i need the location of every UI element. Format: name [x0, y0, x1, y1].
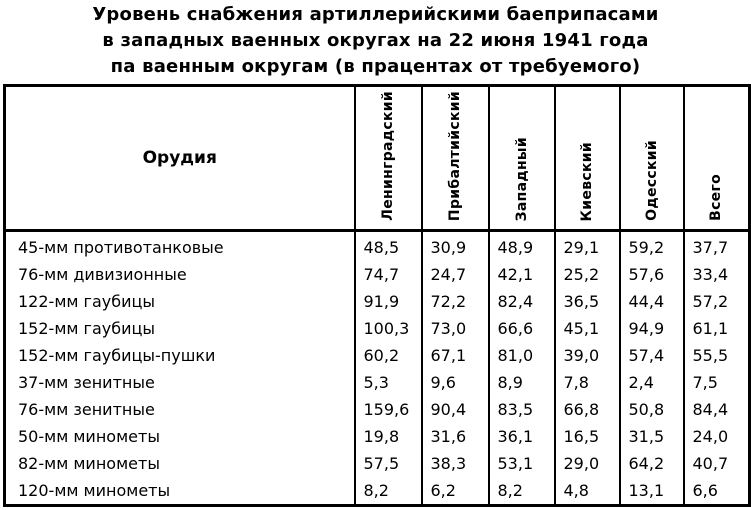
district-header-kievsky	[555, 86, 620, 231]
value-cell: 84,4	[684, 396, 750, 423]
value-cell: 73,0	[422, 315, 489, 342]
value-cell: 50,8	[620, 396, 684, 423]
value-cell: 91,9	[355, 288, 422, 315]
value-cell: 6,6	[684, 477, 750, 506]
district-header-pribaltiysky-label: Прибалтийский	[447, 90, 463, 221]
value-cell: 60,2	[355, 342, 422, 369]
guns-column-header	[5, 86, 355, 231]
value-cell: 72,2	[422, 288, 489, 315]
value-cell: 5,3	[355, 369, 422, 396]
title-line-1: Уровень снабжения артиллерийскими баеприпасами	[92, 4, 659, 25]
value-cell: 8,2	[355, 477, 422, 506]
value-cell: 61,1	[684, 315, 750, 342]
value-cell: 59,2	[620, 231, 684, 262]
value-cell: 25,2	[555, 261, 620, 288]
value-cell: 48,5	[355, 231, 422, 262]
gun-label: 82-мм минометы	[5, 450, 355, 477]
table-row	[5, 342, 750, 369]
value-cell: 7,8	[555, 369, 620, 396]
ammo-supply-table	[3, 84, 751, 507]
value-cell: 83,5	[489, 396, 555, 423]
value-cell: 30,9	[422, 231, 489, 262]
table-row	[5, 231, 750, 262]
gun-label: 76-мм дивизионные	[5, 261, 355, 288]
value-cell: 19,8	[355, 423, 422, 450]
gun-label: 50-мм минометы	[5, 423, 355, 450]
district-header-odessky-label: Одесский	[643, 140, 660, 221]
table-row	[5, 423, 750, 450]
gun-label: 120-мм минометы	[5, 477, 355, 506]
value-cell: 16,5	[555, 423, 620, 450]
district-header-pribaltiysky	[422, 86, 489, 231]
table-title	[0, 2, 751, 80]
value-cell: 6,2	[422, 477, 489, 506]
value-cell: 55,5	[684, 342, 750, 369]
table-row	[5, 315, 750, 342]
value-cell: 53,1	[489, 450, 555, 477]
value-cell: 9,6	[422, 369, 489, 396]
value-cell: 2,4	[620, 369, 684, 396]
gun-label: 152-мм гаубицы-пушки	[5, 342, 355, 369]
value-cell: 29,1	[555, 231, 620, 262]
value-cell: 40,7	[684, 450, 750, 477]
value-cell: 31,5	[620, 423, 684, 450]
district-header-leningradsky-label: Ленинградский	[380, 91, 396, 221]
table-row	[5, 477, 750, 506]
value-cell: 67,1	[422, 342, 489, 369]
value-cell: 37,7	[684, 231, 750, 262]
table-row	[5, 288, 750, 315]
value-cell: 38,3	[422, 450, 489, 477]
value-cell: 57,2	[684, 288, 750, 315]
gun-label: 37-мм зенитные	[5, 369, 355, 396]
district-header-odessky	[620, 86, 684, 231]
header-row	[5, 86, 750, 231]
value-cell: 82,4	[489, 288, 555, 315]
gun-label: 122-мм гаубицы	[5, 288, 355, 315]
value-cell: 66,8	[555, 396, 620, 423]
value-cell: 31,6	[422, 423, 489, 450]
value-cell: 57,4	[620, 342, 684, 369]
value-cell: 48,9	[489, 231, 555, 262]
district-header-zapadny	[489, 86, 555, 231]
table-row	[5, 369, 750, 396]
value-cell: 29,0	[555, 450, 620, 477]
value-cell: 94,9	[620, 315, 684, 342]
table-row	[5, 396, 750, 423]
guns-column-header-label: Орудия	[142, 148, 217, 168]
table-row	[5, 261, 750, 288]
value-cell: 90,4	[422, 396, 489, 423]
value-cell: 81,0	[489, 342, 555, 369]
value-cell: 66,6	[489, 315, 555, 342]
value-cell: 44,4	[620, 288, 684, 315]
value-cell: 13,1	[620, 477, 684, 506]
value-cell: 36,5	[555, 288, 620, 315]
value-cell: 8,2	[489, 477, 555, 506]
table-row	[5, 450, 750, 477]
gun-label: 76-мм зенитные	[5, 396, 355, 423]
district-header-vsego	[684, 86, 750, 231]
table-body	[5, 231, 750, 506]
value-cell: 4,8	[555, 477, 620, 506]
value-cell: 24,7	[422, 261, 489, 288]
value-cell: 7,5	[684, 369, 750, 396]
value-cell: 33,4	[684, 261, 750, 288]
value-cell: 8,9	[489, 369, 555, 396]
district-header-vsego-label: Всего	[708, 174, 725, 221]
district-header-leningradsky	[355, 86, 422, 231]
value-cell: 64,2	[620, 450, 684, 477]
district-header-zapadny-label: Западный	[513, 136, 530, 221]
value-cell: 42,1	[489, 261, 555, 288]
value-cell: 45,1	[555, 315, 620, 342]
value-cell: 159,6	[355, 396, 422, 423]
value-cell: 39,0	[555, 342, 620, 369]
value-cell: 36,1	[489, 423, 555, 450]
value-cell: 74,7	[355, 261, 422, 288]
district-header-kievsky-label: Киевский	[579, 141, 595, 221]
value-cell: 100,3	[355, 315, 422, 342]
gun-label: 45-мм противотанковые	[5, 231, 355, 262]
value-cell: 57,5	[355, 450, 422, 477]
value-cell: 24,0	[684, 423, 750, 450]
title-line-2: в западных ваенных округах на 22 июня 1941 года	[102, 30, 649, 51]
value-cell: 57,6	[620, 261, 684, 288]
title-line-3: па ваенным округам (в працентах от требуемого)	[110, 56, 641, 77]
gun-label: 152-мм гаубицы	[5, 315, 355, 342]
